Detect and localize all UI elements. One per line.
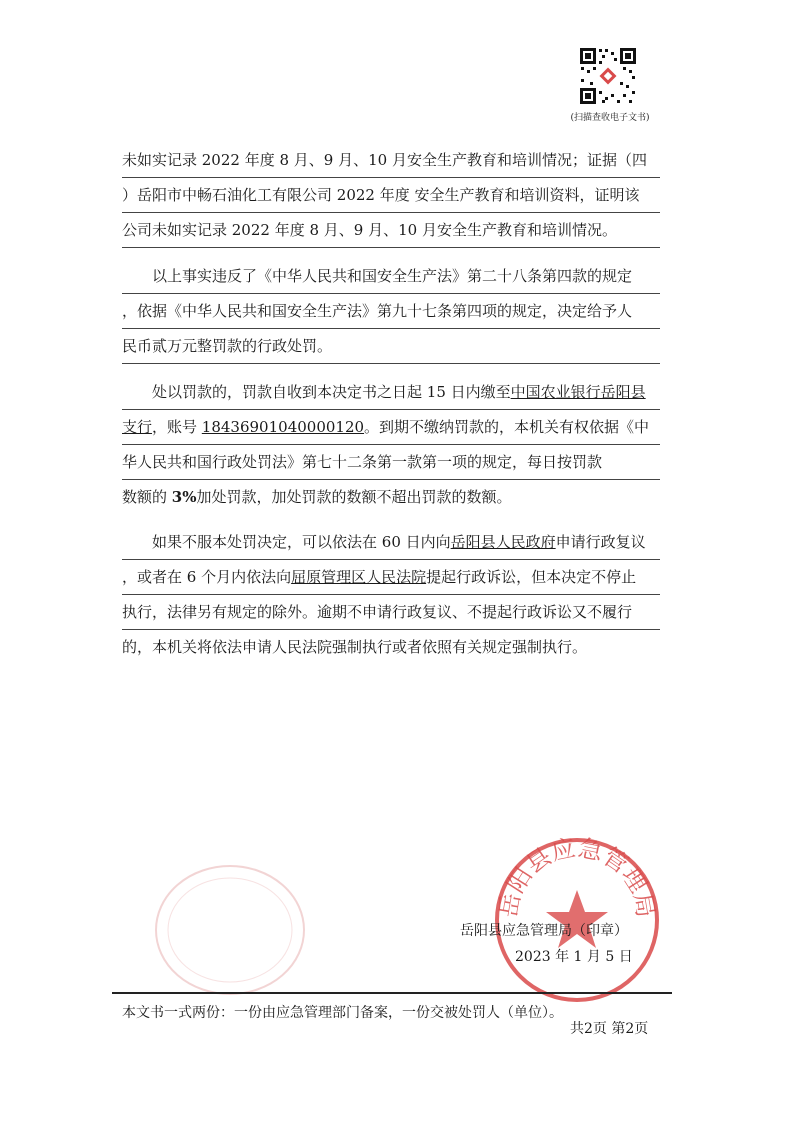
text-line xyxy=(122,410,660,445)
bold-text: 3% xyxy=(171,488,197,506)
seal-text: 岳阳县应急管理局 xyxy=(494,835,660,920)
text-line xyxy=(122,630,660,664)
text-line xyxy=(122,445,660,480)
text-line xyxy=(122,525,660,560)
text-segment: 的，本机关将依法申请人民法院强制执行或者依照有关规定强制执行。 xyxy=(122,638,588,656)
text-line xyxy=(122,560,660,595)
text-line xyxy=(122,143,660,178)
paragraph-gap xyxy=(122,514,660,525)
issue-date: 2023 年 1 月 5 日 xyxy=(515,949,633,965)
text-segment: 提起行政诉讼，但本决定不停止 xyxy=(426,568,637,586)
footer-note: 本文书一式两份：一份由应急管理部门备案，一份交被处罚人（单位）。 xyxy=(122,1005,563,1021)
text-segment: ，依据《中华人民共和国安全生产法》第九十七条第四项的规定，决定给予人 xyxy=(122,302,633,320)
text-segment: 申请行政复议 xyxy=(555,533,646,551)
text-segment: 华人民共和国行政处罚法》第七十二条第一款第一项的规定，每日按罚款 xyxy=(122,453,603,471)
underlined-text: 18436901040000120 xyxy=(201,418,365,436)
text-line xyxy=(122,259,660,294)
underlined-text: 支行 xyxy=(122,418,153,436)
text-segment: 如果不服本处罚决定，可以依法在 60 日内向 xyxy=(152,533,451,551)
text-segment: 处以罚款的，罚款自收到本决定书之日起 15 日内缴至 xyxy=(152,383,511,401)
page-number: 共2页 第2页 xyxy=(570,1021,649,1037)
faint-seal-icon xyxy=(150,860,310,1000)
text-segment: ）岳阳市中畅石油化工有限公司 2022 年度 安全生产教育和培训资料，证明该 xyxy=(122,186,640,204)
paragraph-gap xyxy=(122,248,660,259)
text-segment: 执行，法律另有规定的除外。逾期不申请行政复议、不提起行政诉讼又不履行 xyxy=(122,603,633,621)
footer-divider xyxy=(112,992,672,994)
qr-caption: (扫描查收电子文书) xyxy=(570,113,650,123)
text-segment: ，或者在 6 个月内依法向 xyxy=(122,568,292,586)
underlined-text: 岳阳县人民政府 xyxy=(450,533,556,551)
text-line xyxy=(122,329,660,364)
text-segment: 数额的 xyxy=(122,488,172,506)
text-line xyxy=(122,595,660,630)
text-line xyxy=(122,294,660,329)
text-line xyxy=(122,375,660,410)
text-segment: 公司未如实记录 2022 年度 8 月、9 月、10 月安全生产教育和培训情况。 xyxy=(122,221,617,239)
text-segment: 民币贰万元整罚款的行政处罚。 xyxy=(122,337,333,355)
paragraph-gap xyxy=(122,364,660,375)
text-line xyxy=(122,480,660,514)
issuing-authority: 岳阳县应急管理局（印章） xyxy=(460,923,628,939)
text-segment: 加处罚款，加处罚款的数额不超出罚款的数额。 xyxy=(196,488,512,506)
text-segment: ，账号 xyxy=(152,418,202,436)
text-segment: 。到期不缴纳罚款的，本机关有权依据《中 xyxy=(364,418,650,436)
text-segment: 以上事实违反了《中华人民共和国安全生产法》第二十八条第四款的规定 xyxy=(152,267,633,285)
text-segment: 未如实记录 2022 年度 8 月、9 月、10 月安全生产教育和培训情况；证据（四 xyxy=(122,151,647,169)
text-line xyxy=(122,213,660,248)
decision-body xyxy=(122,143,660,664)
qr-code-icon[interactable] xyxy=(578,46,638,106)
underlined-text: 屈原管理区人民法院 xyxy=(291,568,427,586)
text-line xyxy=(122,178,660,213)
underlined-text: 中国农业银行岳阳县 xyxy=(510,383,646,401)
